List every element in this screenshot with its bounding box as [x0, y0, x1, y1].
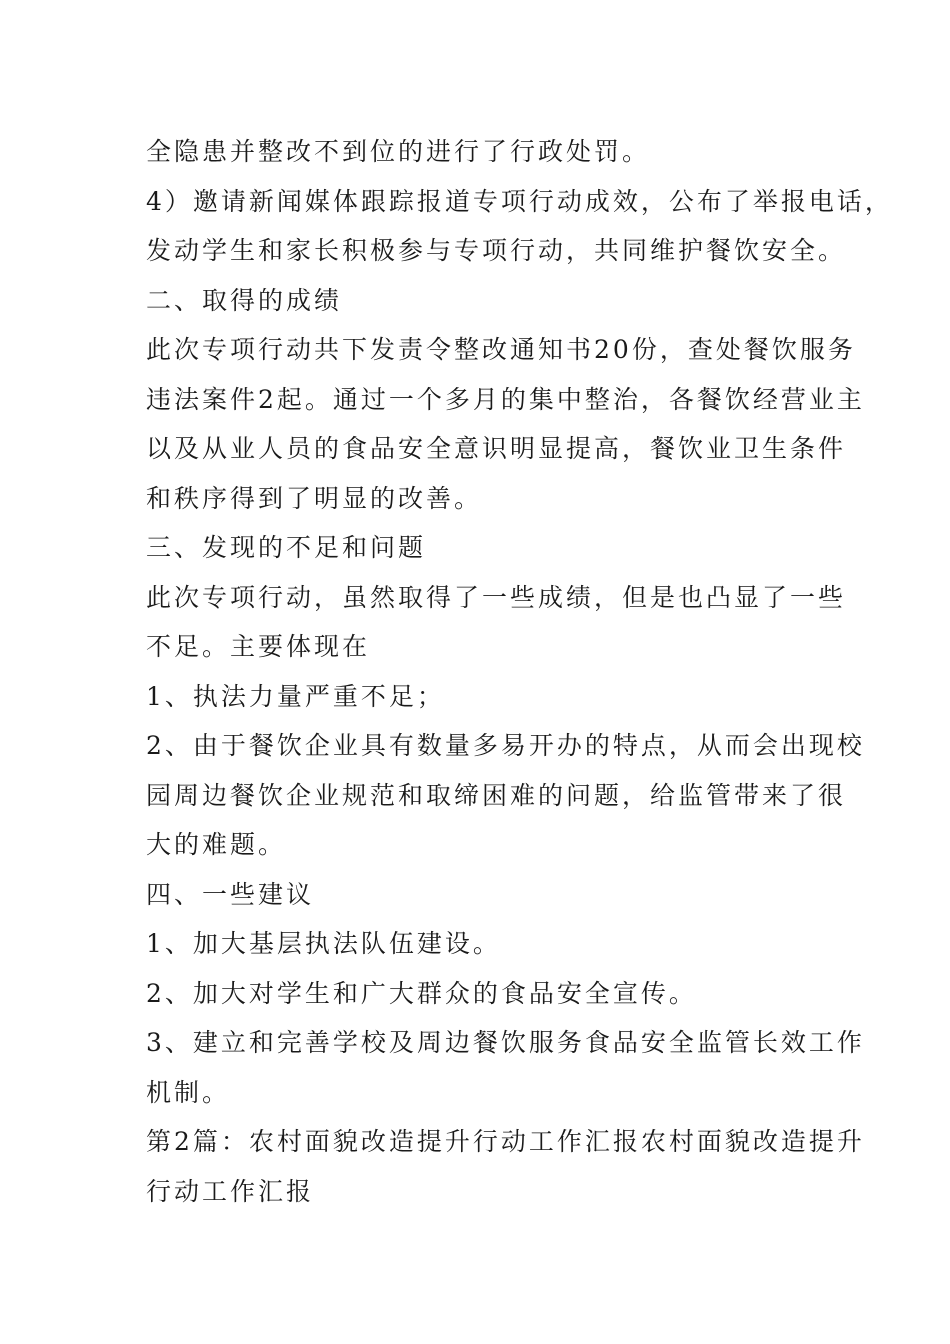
list-item: 1、执法力量严重不足； — [146, 681, 445, 711]
article-title: 第2篇：农村面貌改造提升行动工作汇报农村面貌改造提升 — [146, 1127, 865, 1156]
list-item: 2、加大对学生和广大群众的食品安全宣传。 — [146, 978, 697, 1008]
section-heading: 三、发现的不足和问题 — [146, 533, 427, 562]
document-body — [146, 127, 893, 1216]
list-item: 2、由于餐饮企业具有数量多易开办的特点，从而会出现校 — [146, 731, 865, 760]
text-line: 不足。主要体现在 — [146, 632, 371, 661]
text-line: 违法案件2起。通过一个多月的集中整治，各餐饮经营业主 — [146, 384, 865, 414]
text-line: 园周边餐饮企业规范和取缔困难的问题，给监管带来了很 — [146, 780, 847, 810]
text-line: 此次专项行动共下发责令整改通知书20份，查处餐饮服务 — [146, 335, 856, 364]
text-line: 大的难题。 — [146, 830, 287, 859]
text-line: 发动学生和家长积极参与专项行动，共同维护餐饮安全。 — [146, 236, 847, 265]
text-line: 以及从业人员的食品安全意识明显提高，餐饮业卫生条件 — [146, 434, 847, 463]
section-heading: 二、取得的成绩 — [146, 285, 343, 315]
section-heading: 四、一些建议 — [146, 879, 315, 909]
list-item: 3、建立和完善学校及周边餐饮服务食品安全监管长效工作 — [146, 1028, 865, 1057]
text-line: 和秩序得到了明显的改善。 — [146, 483, 483, 513]
text-line: 机制。 — [146, 1077, 231, 1107]
text-line: 4）邀请新闻媒体跟踪报道专项行动成效，公布了举报电话， — [146, 186, 893, 216]
text-line: 此次专项行动，虽然取得了一些成绩，但是也凸显了一些 — [146, 582, 847, 612]
article-title: 行动工作汇报 — [146, 1176, 315, 1206]
text-line: 全隐患并整改不到位的进行了行政处罚。 — [146, 137, 651, 166]
list-item: 1、加大基层执法队伍建设。 — [146, 929, 501, 958]
